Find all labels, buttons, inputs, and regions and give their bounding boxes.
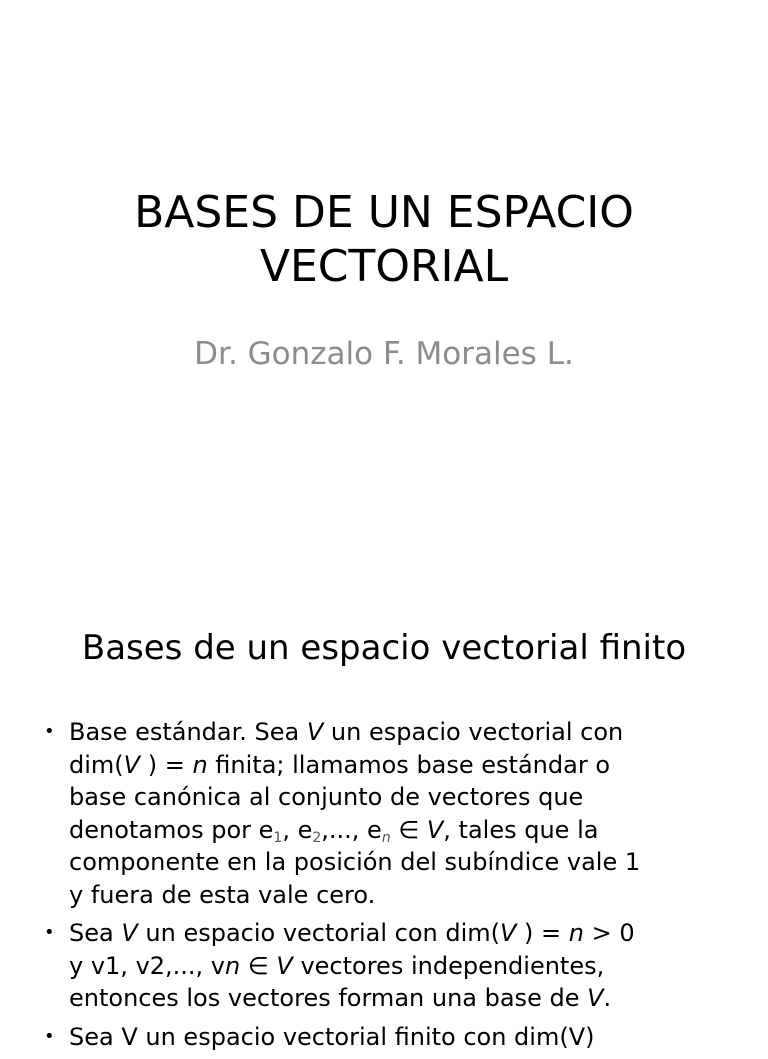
bullet-line: Sea V un espacio vectorial con dim(V ) = n > 0 [69,919,635,947]
bullet-line: y v1, v2,..., vn ∈ V vectores independientes, [69,951,605,980]
bullet-dot-icon: • [44,1025,55,1047]
bullet-item-standard-basis [40,716,730,911]
bullet-line: entonces los vectores forman una base de V. [69,984,612,1012]
content-slide [0,576,768,1051]
bullet-line: Sea V un espacio vectorial finito con dim(V) [69,1022,595,1051]
bullet-list [40,716,730,1059]
title-line-1: BASES DE UN ESPACIO [134,187,634,238]
bullet-dot-icon: • [44,721,55,742]
bullet-line: dim(V ) = n finita; llamamos base estándar o [69,750,610,779]
bullet-line: base canónica al conjunto de vectores que [69,783,584,811]
bullet-line: Base estándar. Sea V un espacio vectorial con [69,718,624,746]
slide-title: Bases de un espacio vectorial finito [81,628,687,668]
title-line-2: VECTORIAL [259,241,509,292]
presentation-title [0,186,768,294]
bullet-line: y fuera de esta vale cero. [69,880,376,909]
bullet-dot-icon: • [44,922,55,943]
bullet-item-finite-space-cut [40,1021,730,1054]
author-subtitle: Dr. Gonzalo F. Morales L. [194,336,574,372]
bullet-item-independent-vectors [40,917,730,1015]
bullet-line: componente en la posición del subíndice vale 1 [69,848,641,876]
bullet-line: denotamos por $e_1$, $e_2$,..., $e_n$ ∈ V, tales que la [69,815,599,846]
